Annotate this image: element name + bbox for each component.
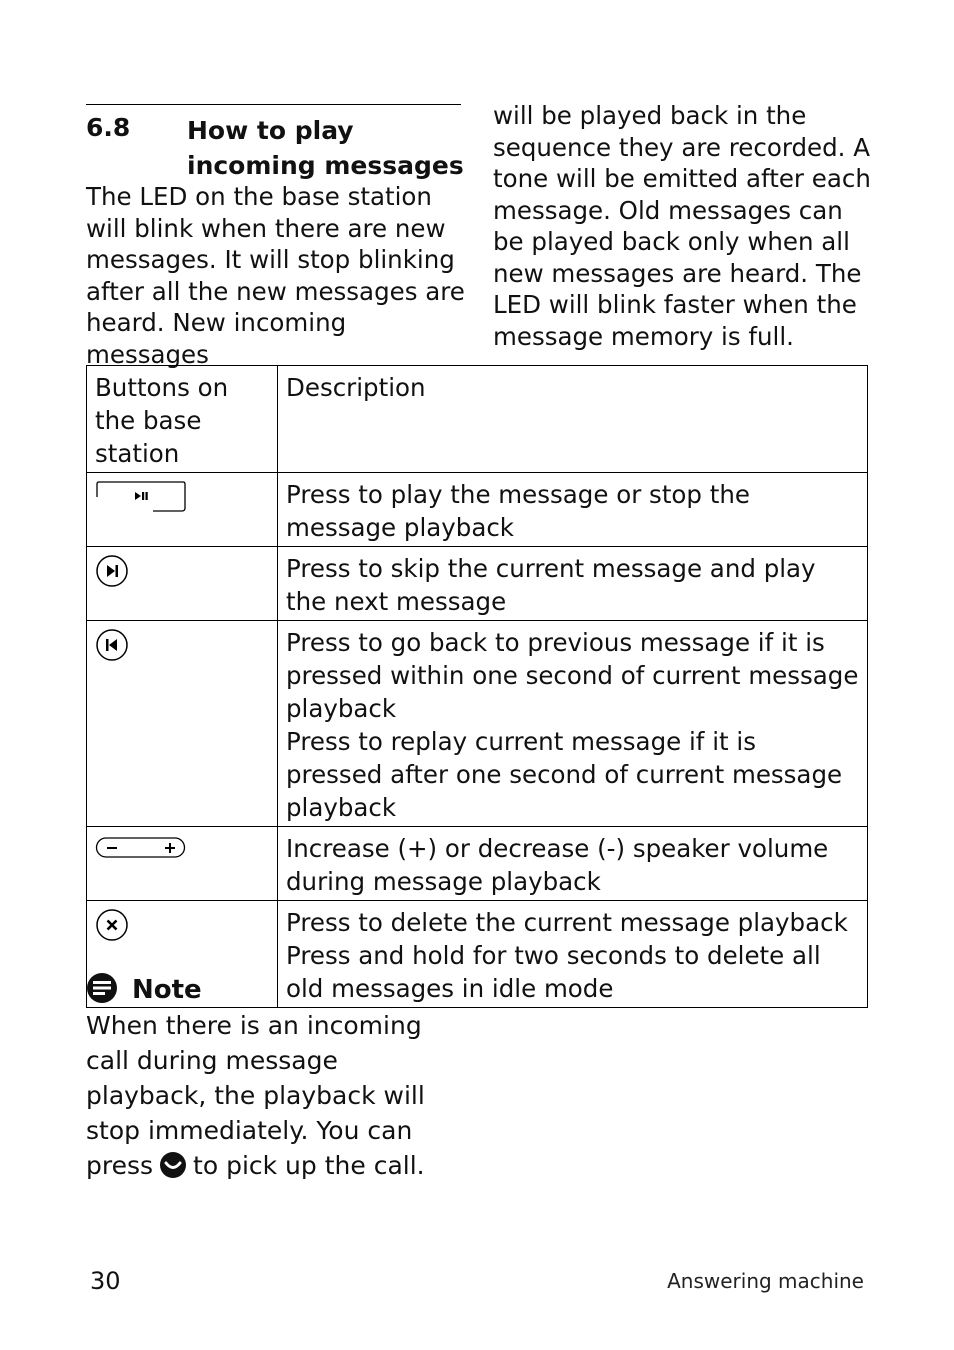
description-line: Press to delete the current message playback <box>286 908 848 937</box>
button-cell <box>87 547 278 621</box>
skip-next-icon <box>95 555 131 595</box>
talk-button-icon <box>159 1151 187 1188</box>
table-row <box>87 827 868 901</box>
description-line: Increase (+) or decrease (-) speaker volume during message playback <box>286 834 829 896</box>
description-line: Press and hold for two seconds to delete all old messages in idle mode <box>286 941 821 1003</box>
page-number: 30 <box>90 1267 121 1295</box>
description-line: Press to skip the current message and play the next message <box>286 554 816 616</box>
table-row <box>87 547 868 621</box>
description-cell <box>278 473 868 547</box>
table-row <box>87 473 868 547</box>
intro-paragraph-col1: The LED on the base station will blink when there are new messages. It will stop blinking after all the new messages are heard. New incoming messages <box>86 182 465 369</box>
button-cell <box>87 621 278 827</box>
note-text-before: When there is an incoming call during message playback, the playback will stop immediately. You can press <box>86 1011 425 1180</box>
description-cell <box>278 621 868 827</box>
footer-chapter-title: Answering machine <box>667 1269 864 1293</box>
description-line: Press to replay current message if it is pressed after one second of current message playback <box>286 727 843 822</box>
note-text-after: to pick up the call. <box>193 1151 425 1180</box>
note-title: Note <box>132 975 202 1005</box>
header-buttons: Buttons on the base station <box>87 366 278 473</box>
note-icon <box>86 972 118 1008</box>
buttons-table <box>86 365 868 1008</box>
intro-paragraph-col2: will be played back in the sequence they are recorded. A tone will be emitted after each message. Old messages can be played back only when all new messages are heard. The LED will blink faster when the message memory is full. <box>493 101 871 351</box>
delete-x-icon <box>95 909 131 949</box>
description-cell <box>278 547 868 621</box>
button-cell <box>87 473 278 547</box>
section-rule <box>86 104 461 105</box>
description-cell <box>278 827 868 901</box>
section-title: How to play incoming messages <box>187 116 464 180</box>
volume-minus-plus-icon <box>95 835 187 869</box>
description-cell <box>278 901 868 1008</box>
header-description: Description <box>278 366 868 473</box>
description-line: Press to go back to previous message if it is pressed within one second of current message playback <box>286 628 859 723</box>
note-text <box>86 1008 466 1188</box>
table-row <box>87 901 868 1008</box>
skip-previous-icon <box>95 629 131 669</box>
section-number: 6.8 <box>86 113 131 142</box>
table-header-row <box>87 366 868 473</box>
table-row <box>87 621 868 827</box>
play-pause-button-icon <box>95 481 187 521</box>
description-line: Press to play the message or stop the message playback <box>286 480 750 542</box>
note-header <box>86 972 202 1008</box>
button-cell <box>87 827 278 901</box>
